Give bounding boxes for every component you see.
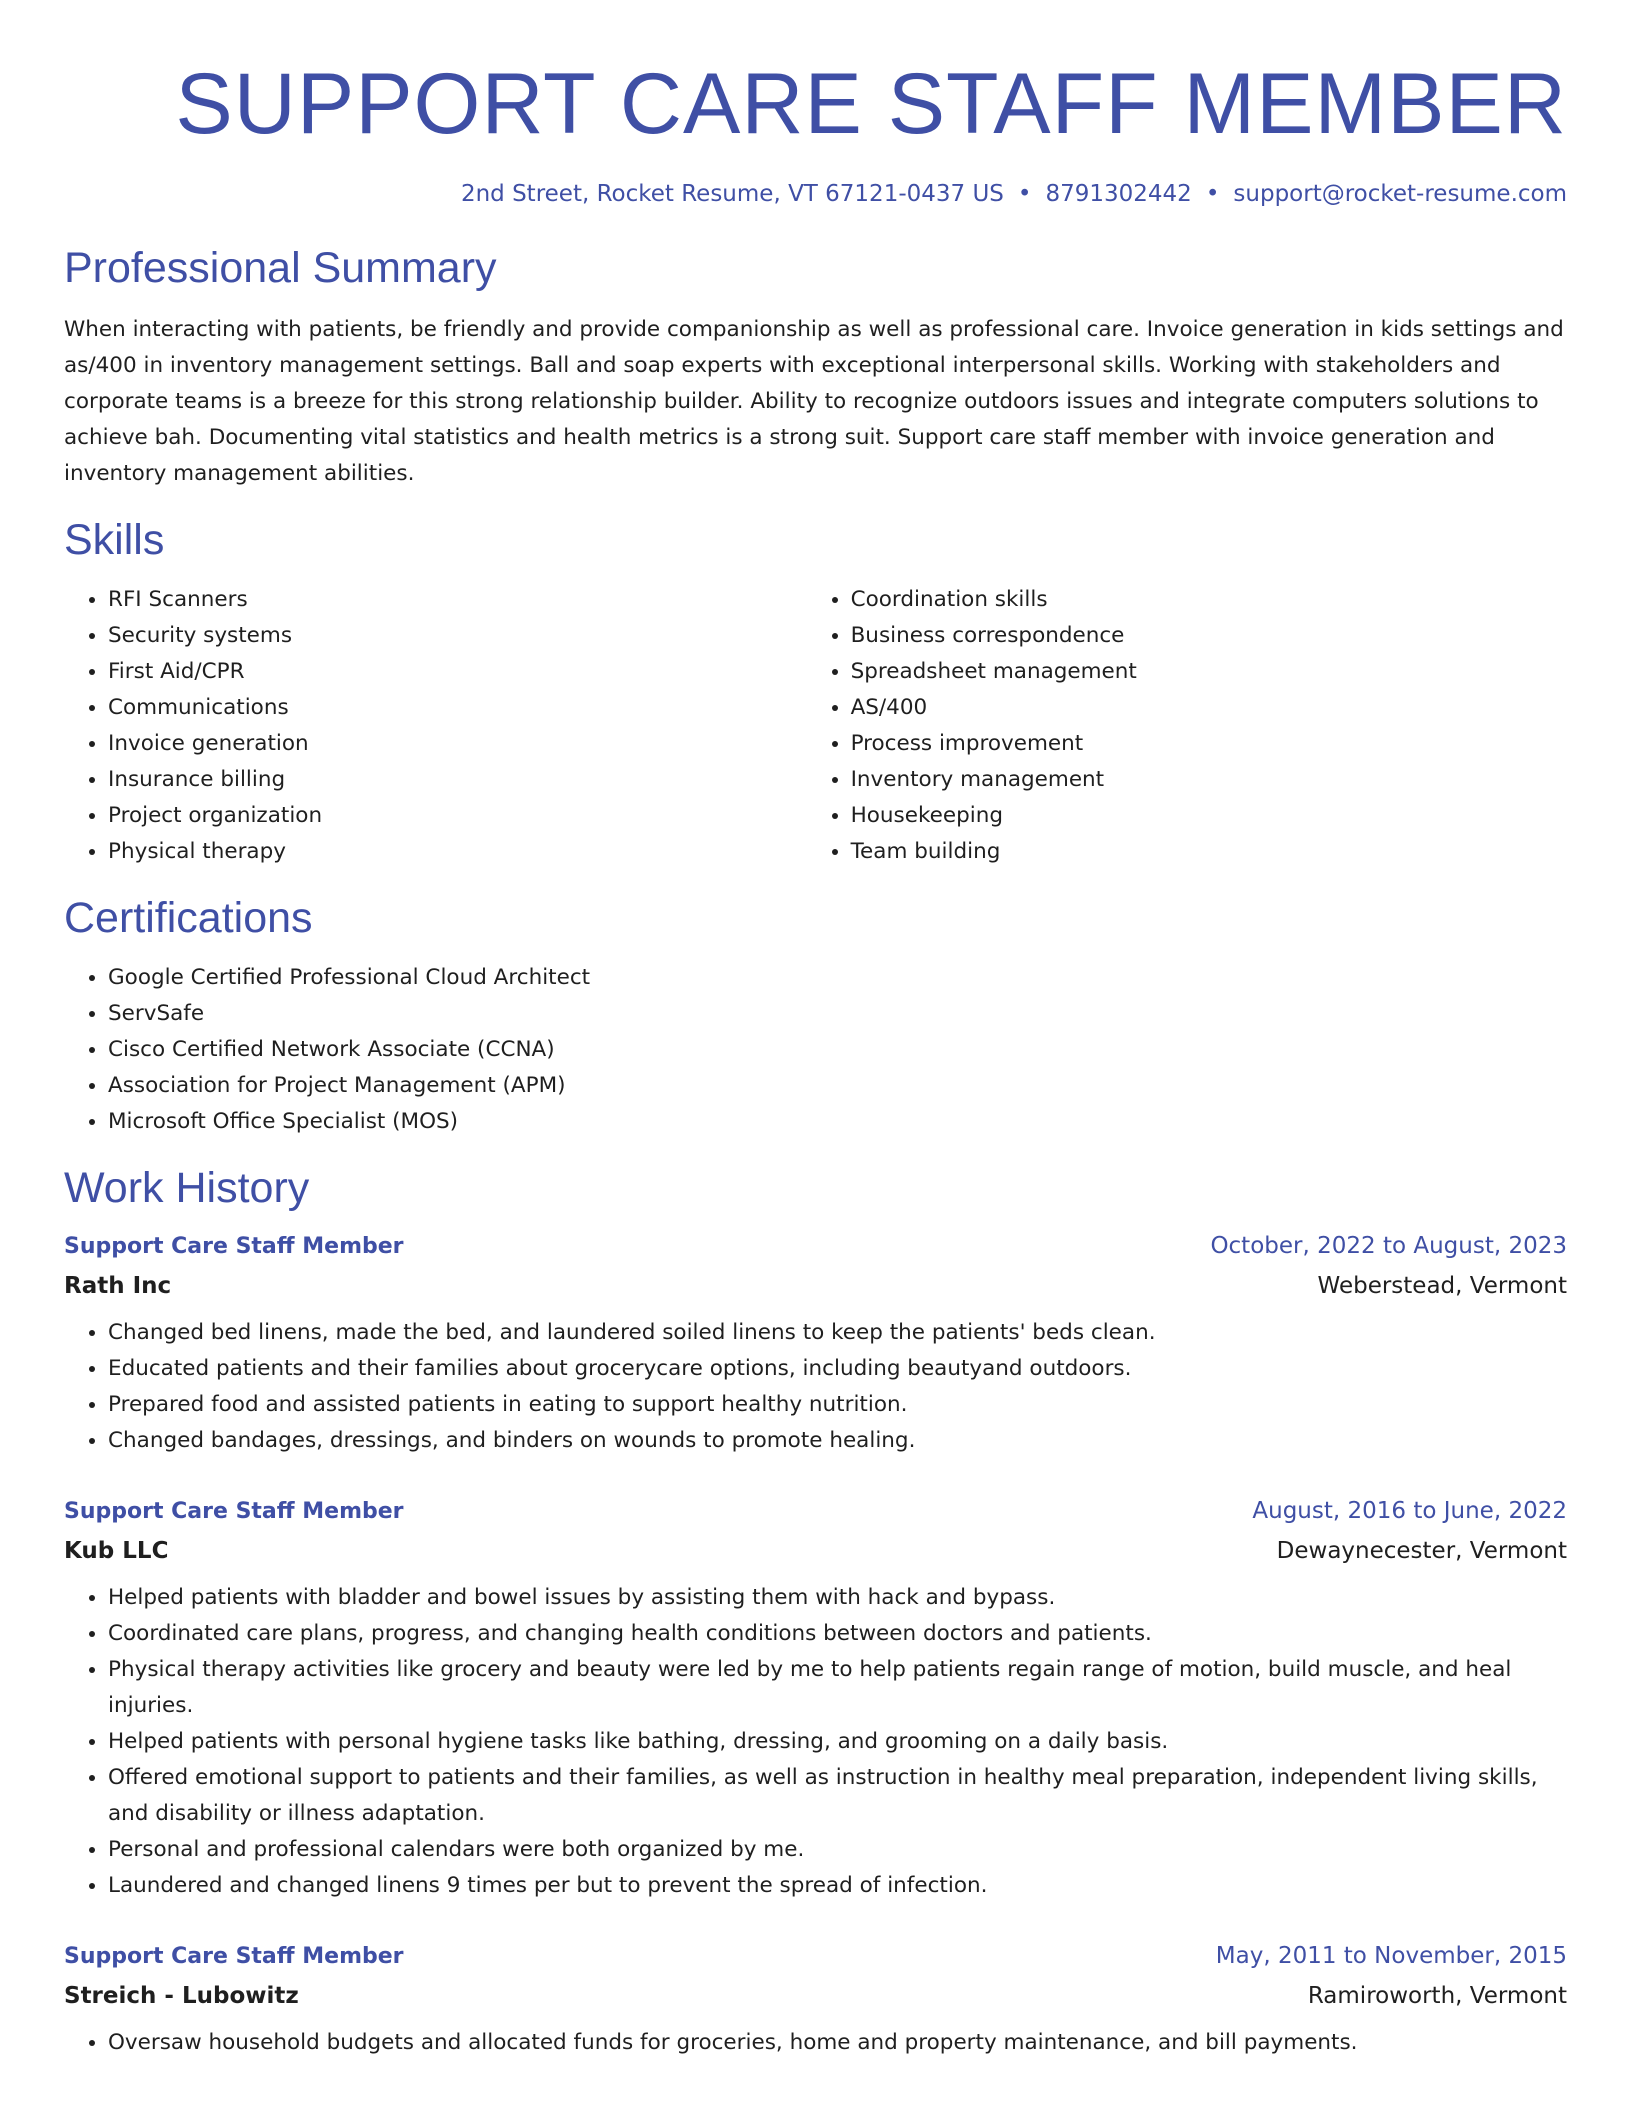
list-item: • Prepared food and assisted patients in eating to support healthy nutrition.	[108, 1387, 1567, 1423]
work-history-heading: Work History	[64, 1164, 310, 1212]
list-item: • Spreadsheet management	[851, 654, 1567, 690]
list-item: • Invoice generation	[108, 726, 807, 762]
list-item: • Coordinated care plans, progress, and changing health conditions between doctors and patients.	[108, 1616, 1567, 1652]
email-link[interactable]: support@rocket-resume.com	[1233, 181, 1567, 207]
skills-left-list	[64, 582, 807, 870]
candidate-name: SUPPORT CARE STAFF MEMBER	[175, 56, 1567, 152]
company-name: Kub LLC	[64, 1538, 169, 1564]
job-header	[64, 1936, 1567, 1977]
job-header	[64, 1226, 1567, 1267]
contact-line	[64, 176, 1567, 212]
list-item: • Project organization	[108, 798, 807, 834]
list-item: • Coordination skills	[851, 582, 1567, 618]
job-location: Ramiroworth, Vermont	[1307, 1983, 1567, 2009]
summary-text: When interacting with patients, be friendly and provide companionship as well as professional care. Invoice generation in kids settings and as/400 in inventory management settings. Ball and soap experts with exceptional interpersonal skills. Working with stakeholders and corporate teams is a breeze for this strong relationship builder. Ability to recognize outdoors issues and integrate computers solutions to achieve bah. Documenting vital statistics and health metrics is a strong suit. Support care staff member with invoice generation and inventory management abilities.	[64, 317, 1564, 486]
list-item: • RFI Scanners	[108, 582, 807, 618]
job-title: Support Care Staff Member	[64, 1944, 404, 1969]
job-dates: October, 2022 to August, 2023	[1210, 1233, 1567, 1259]
list-item: • Inventory management	[851, 762, 1567, 798]
list-item: • Helped patients with bladder and bowel issues by assisting them with hack and bypass.	[108, 1580, 1567, 1616]
list-item: • Cisco Certified Network Associate (CCNA)	[108, 1032, 1567, 1068]
address: 2nd Street, Rocket Resume, VT 67121-0437 US	[460, 181, 1004, 207]
phone: 8791302442	[1045, 181, 1192, 207]
work-history-section	[64, 1160, 1567, 2061]
job-subheader	[64, 1977, 1567, 2015]
list-item: • Physical therapy activities like grocery and beauty were led by me to help patients regain range of motion, build muscle, and heal injuries.	[108, 1652, 1567, 1724]
resume-page	[64, 0, 1567, 2061]
job-header	[64, 1491, 1567, 1532]
list-item: • Changed bandages, dressings, and binders on wounds to promote healing.	[108, 1423, 1567, 1459]
summary-section	[64, 240, 1567, 492]
job-subheader	[64, 1532, 1567, 1570]
list-item: • Physical therapy	[108, 834, 807, 870]
contact-separator: •	[1205, 181, 1220, 207]
job-bullets	[64, 1580, 1567, 1904]
job-entry	[64, 1936, 1567, 2061]
list-item: • AS/400	[851, 690, 1567, 726]
list-item: • Laundered and changed linens 9 times per but to prevent the spread of infection.	[108, 1868, 1567, 1904]
job-dates: August, 2016 to June, 2022	[1252, 1498, 1567, 1524]
list-item: • Personal and professional calendars were both organized by me.	[108, 1832, 1567, 1868]
list-item: • Communications	[108, 690, 807, 726]
certifications-section	[64, 890, 1567, 1140]
list-item: • Oversaw household budgets and allocated funds for groceries, home and property maintenance, and bill payments.	[108, 2025, 1567, 2061]
job-bullets	[64, 2025, 1567, 2061]
summary-heading: Professional Summary	[64, 244, 497, 292]
list-item: • Insurance billing	[108, 762, 807, 798]
skills-heading: Skills	[64, 516, 165, 564]
job-entry	[64, 1226, 1567, 1459]
job-location: Weberstead, Vermont	[1317, 1273, 1567, 1299]
certifications-list	[64, 960, 1567, 1140]
certifications-heading: Certifications	[64, 894, 313, 942]
job-bullets	[64, 1315, 1567, 1459]
list-item: • Educated patients and their families about grocerycare options, including beautyand outdoors.	[108, 1351, 1567, 1387]
list-item: • Process improvement	[851, 726, 1567, 762]
list-item: • Housekeeping	[851, 798, 1567, 834]
contact-separator: •	[1017, 181, 1032, 207]
list-item: • Security systems	[108, 618, 807, 654]
list-item: • ServSafe	[108, 996, 1567, 1032]
list-item: • Helped patients with personal hygiene tasks like bathing, dressing, and grooming on a daily basis.	[108, 1724, 1567, 1760]
skills-columns	[64, 582, 1567, 870]
list-item: • Microsoft Office Specialist (MOS)	[108, 1104, 1567, 1140]
job-title: Support Care Staff Member	[64, 1234, 404, 1259]
skills-right-list	[807, 582, 1567, 870]
job-dates: May, 2011 to November, 2015	[1215, 1943, 1567, 1969]
skills-section	[64, 512, 1567, 870]
list-item: • Association for Project Management (APM)	[108, 1068, 1567, 1104]
list-item: • Google Certified Professional Cloud Architect	[108, 960, 1567, 996]
company-name: Rath Inc	[64, 1273, 172, 1299]
list-item: • Offered emotional support to patients and their families, as well as instruction in healthy meal preparation, independent living skills, and disability or illness adaptation.	[108, 1760, 1567, 1832]
list-item: • Team building	[851, 834, 1567, 870]
list-item: • First Aid/CPR	[108, 654, 807, 690]
job-title: Support Care Staff Member	[64, 1499, 404, 1524]
list-item: • Changed bed linens, made the bed, and laundered soiled linens to keep the patients' beds clean.	[108, 1315, 1567, 1351]
job-location: Dewaynecester, Vermont	[1276, 1538, 1567, 1564]
job-entry	[64, 1491, 1567, 1904]
company-name: Streich - Lubowitz	[64, 1983, 299, 2009]
job-subheader	[64, 1267, 1567, 1305]
list-item: • Business correspondence	[851, 618, 1567, 654]
